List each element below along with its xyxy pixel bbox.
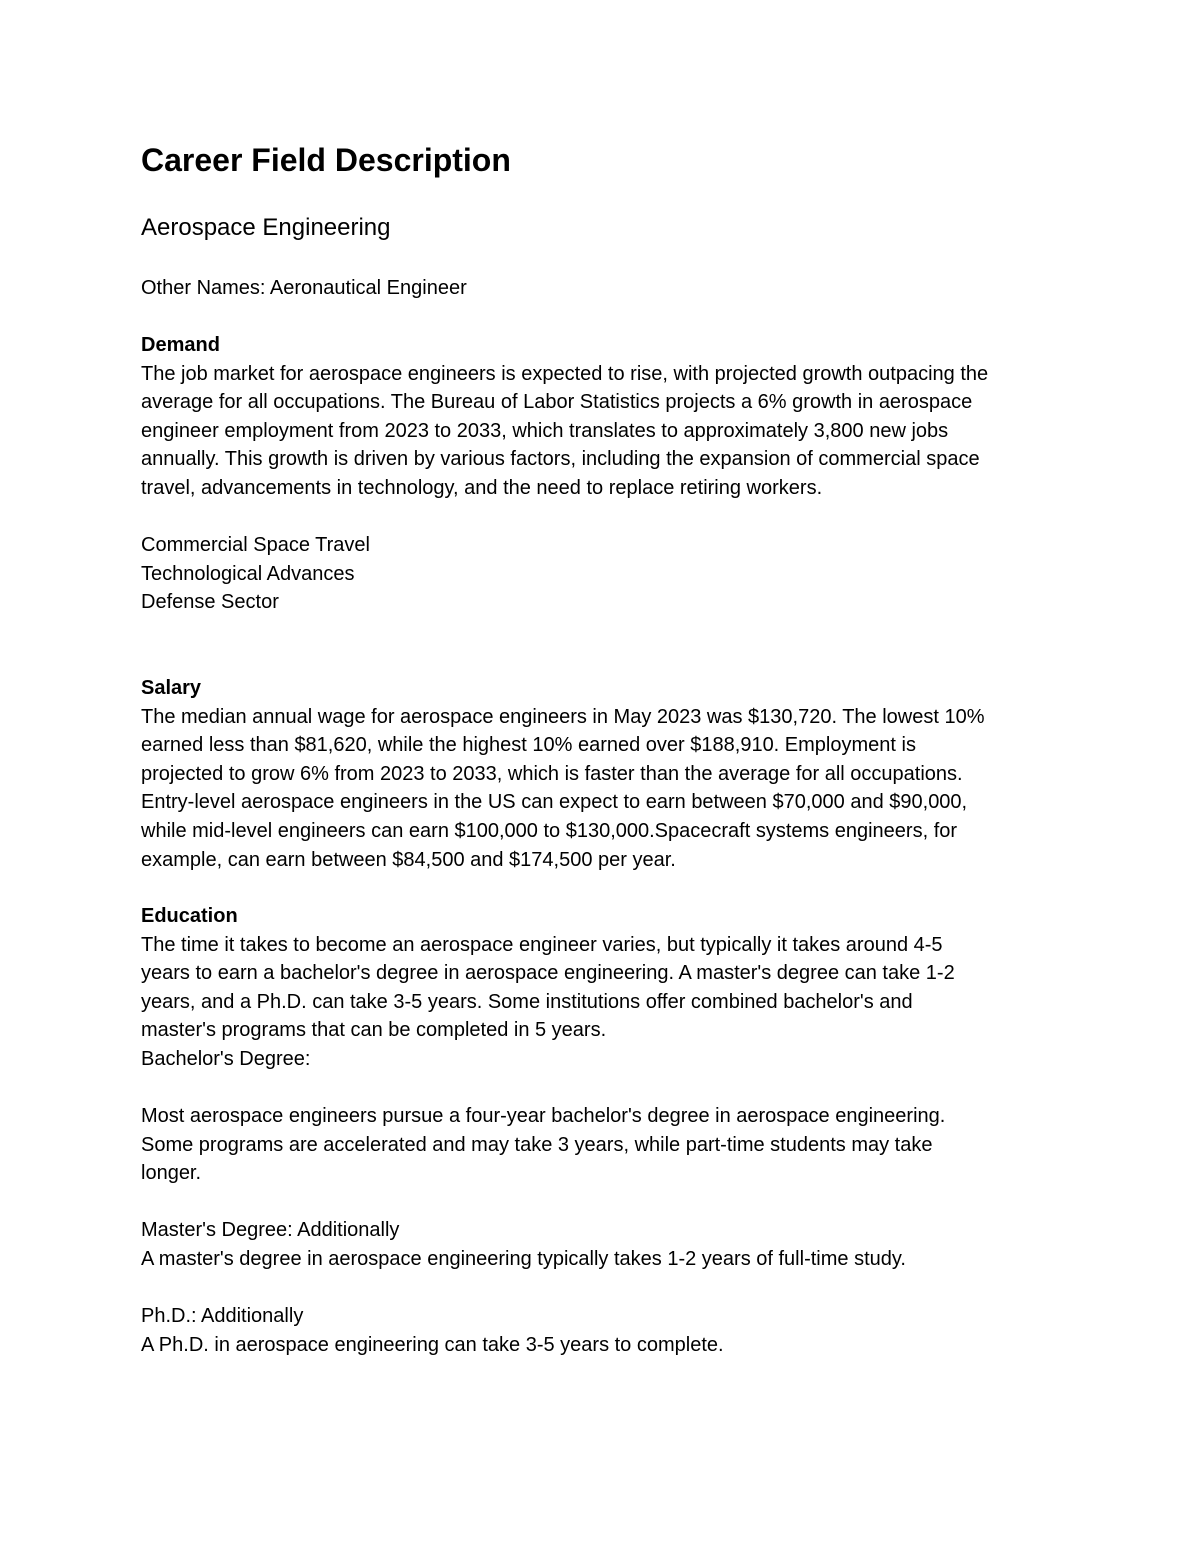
page-title: Career Field Description xyxy=(141,142,511,178)
phd-section xyxy=(141,1302,1071,1359)
salary-section xyxy=(141,674,1071,874)
salary-paragraph-line: Entry-level aerospace engineers in the US can expect to earn between $70,000 and $90,000, xyxy=(141,791,968,814)
salary-paragraph-line: The median annual wage for aerospace engineers in May 2023 was $130,720. The lowest 10% xyxy=(141,705,985,728)
salary-paragraph-line: projected to grow 6% from 2023 to 2033, which is faster than the average for all occupations. xyxy=(141,762,963,785)
demand-heading: Demand xyxy=(141,334,220,356)
demand-paragraph-line: The job market for aerospace engineers is expected to rise, with projected growth outpacing the xyxy=(141,362,989,385)
demand-factor-item: Technological Advances xyxy=(141,562,355,585)
education-paragraph-line: master's programs that can be completed in 5 years. xyxy=(141,1019,607,1042)
phd-label: Ph.D.: Additionally xyxy=(141,1305,304,1327)
demand-paragraph-line: annually. This growth is driven by various factors, including the expansion of commercial space xyxy=(141,448,980,471)
demand-factor-item: Defense Sector xyxy=(141,591,279,614)
demand-paragraph-line: travel, advancements in technology, and the need to replace retiring workers. xyxy=(141,476,823,499)
masters-section xyxy=(141,1216,1071,1273)
salary-paragraph-line: earned less than $81,620, while the highest 10% earned over $188,910. Employment is xyxy=(141,734,916,757)
demand-section xyxy=(141,331,1071,503)
education-paragraph-line: The time it takes to become an aerospace engineer varies, but typically it takes around 4-5 xyxy=(141,933,943,956)
demand-paragraph-line: average for all occupations. The Bureau of Labor Statistics projects a 6% growth in aerospace xyxy=(141,391,973,414)
salary-paragraph-line: example, can earn between $84,500 and $174,500 per year. xyxy=(141,848,676,871)
demand-factor-item: Commercial Space Travel xyxy=(141,534,370,556)
bachelors-label: Bachelor's Degree: xyxy=(141,1047,311,1070)
bachelors-section xyxy=(141,1102,1071,1188)
other-names-section xyxy=(141,274,1071,303)
phd-text: A Ph.D. in aerospace engineering can take 3-5 years to complete. xyxy=(141,1333,724,1356)
education-paragraph-line: years, and a Ph.D. can take 3-5 years. Some institutions offer combined bachelor's and xyxy=(141,990,913,1013)
education-paragraph-line: years to earn a bachelor's degree in aerospace engineering. A master's degree can take 1-2 xyxy=(141,962,955,985)
salary-heading: Salary xyxy=(141,677,202,699)
salary-paragraph-line: while mid-level engineers can earn $100,000 to $130,000.Spacecraft systems engineers, for xyxy=(141,819,958,842)
bachelors-text-line: Some programs are accelerated and may take 3 years, while part-time students may take xyxy=(141,1133,933,1156)
education-section xyxy=(141,902,1071,1074)
demand-paragraph-line: engineer employment from 2023 to 2033, which translates to approximately 3,800 new jobs xyxy=(141,419,949,442)
bachelors-text-line: longer. xyxy=(141,1162,202,1185)
other-names-text: Other Names: Aeronautical Engineer xyxy=(141,277,467,299)
masters-label: Master's Degree: Additionally xyxy=(141,1219,400,1241)
education-heading: Education xyxy=(141,905,238,927)
career-subtitle: Aerospace Engineering xyxy=(141,214,391,241)
bachelors-text-line: Most aerospace engineers pursue a four-year bachelor's degree in aerospace engineering. xyxy=(141,1105,946,1127)
demand-factors-list xyxy=(141,531,1071,617)
masters-text: A master's degree in aerospace engineering typically takes 1-2 years of full-time study. xyxy=(141,1247,906,1270)
